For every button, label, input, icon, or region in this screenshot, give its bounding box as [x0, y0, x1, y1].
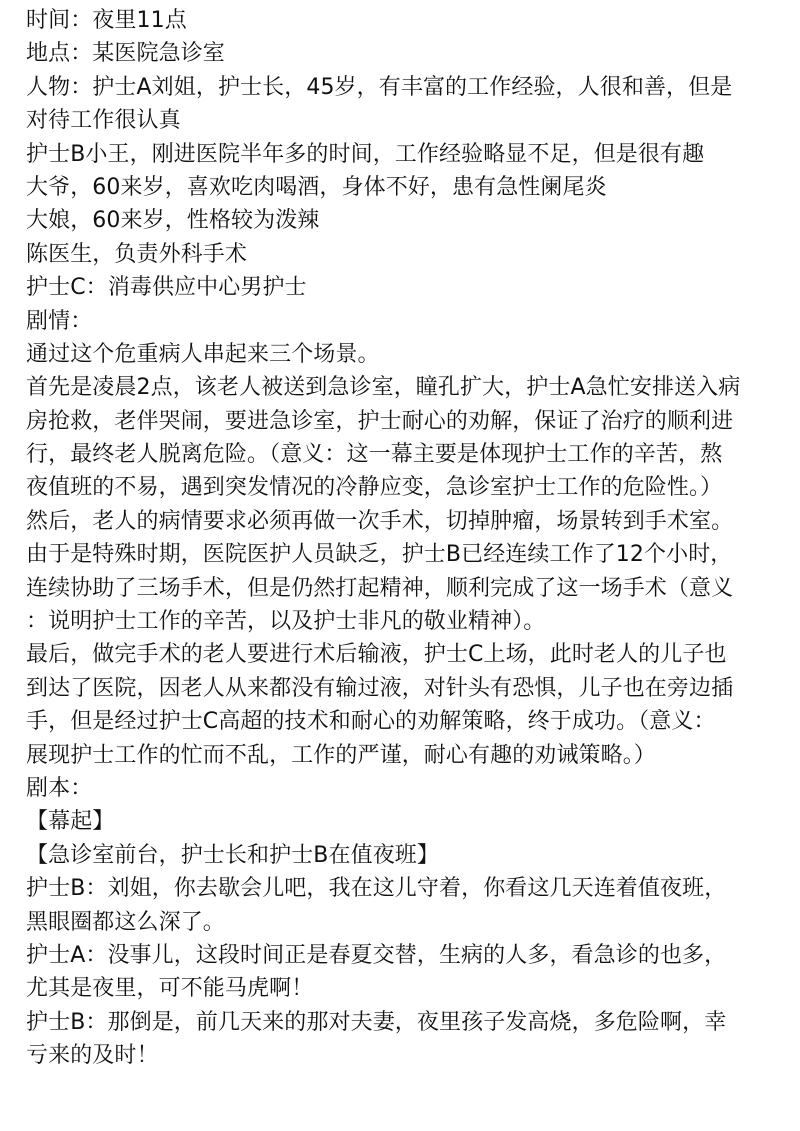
- text-line: 行，最终老人脱离危险。（意义：这一幕主要是体现护士工作的辛苦，熬: [26, 442, 723, 468]
- text-line: 护士B小王，刚进医院半年多的时间，工作经验略显不足，但是很有趣: [26, 141, 705, 167]
- text-line: 尤其是夜里，可不能马虎啊！: [26, 976, 314, 1002]
- text-line: 大娘，60来岁，性格较为泼辣: [26, 208, 320, 234]
- text-line: 护士C：消毒供应中心男护士: [26, 275, 307, 301]
- text-line: ：说明护士工作的辛苦，以及护士非凡的敬业精神）。: [26, 609, 546, 635]
- text-line: 护士B：刘姐，你去歇会儿吧，我在这儿守着，你看这几天连着值夜班，: [26, 876, 727, 902]
- text-line: 连续协助了三场手术，但是仍然打起精神，顺利完成了这一场手术（意义: [26, 575, 734, 601]
- text-line: 剧情：: [26, 308, 93, 334]
- text-line: 对待工作很认真: [26, 108, 181, 134]
- text-line: 到达了医院，因老人从来都没有输过液，对针头有恐惧，儿子也在旁边插: [26, 675, 734, 701]
- text-line: 时间：夜里11点: [26, 8, 187, 33]
- text-line: 护士B：那倒是，前几天来的那对夫妻，夜里孩子发高烧，多危险啊，幸: [26, 1009, 727, 1035]
- text-line: 护士A：没事儿，这段时间正是春夏交替，生病的人多，看急诊的也多，: [26, 942, 727, 968]
- text-line: 地点：某医院急诊室: [26, 41, 225, 67]
- text-line: 陈医生，负责外科手术: [26, 241, 248, 267]
- text-line: 最后，做完手术的老人要进行术后输液，护士C上场，此时老人的儿子也: [26, 642, 727, 668]
- text-line: 手，但是经过护士C高超的技术和耐心的劝解策略，终于成功。（意义：: [26, 709, 716, 735]
- text-line: 【幕起】: [26, 809, 115, 835]
- text-line: 剧本：: [26, 775, 93, 801]
- text-line: 由于是特殊时期，医院医护人员缺乏，护士B已经连续工作了12个小时，: [26, 542, 733, 568]
- text-line: 夜值班的不易，遇到突发情况的冷静应变，急诊室护士工作的危险性。）: [26, 475, 723, 501]
- text-line: 然后，老人的病情要求必须再做一次手术，切掉肿瘤，场景转到手术室。: [26, 508, 734, 534]
- text-line: 房抢救，老伴哭闹，要进急诊室，护士耐心的劝解，保证了治疗的顺利进: [26, 408, 734, 434]
- text-line: 【急诊室前台，护士长和护士B在值夜班】: [26, 842, 439, 868]
- text-line: 人物：护士A刘姐，护士长，45岁，有丰富的工作经验，人很和善，但是: [26, 74, 733, 100]
- text-line: 展现护士工作的忙而不乱，工作的严谨，耐心有趣的劝诫策略。）: [26, 742, 656, 768]
- text-line: 大爷，60来岁，喜欢吃肉喝酒，身体不好，患有急性阑尾炎: [26, 174, 607, 200]
- text-line: 亏来的及时！: [26, 1043, 159, 1069]
- text-line: 黑眼圈都这么深了。: [26, 909, 225, 935]
- text-line: 首先是凌晨2点，该老人被送到急诊室，瞳孔扩大，护士A急忙安排送入病: [26, 375, 741, 401]
- text-line: 通过这个危重病人串起来三个场景。: [26, 341, 380, 367]
